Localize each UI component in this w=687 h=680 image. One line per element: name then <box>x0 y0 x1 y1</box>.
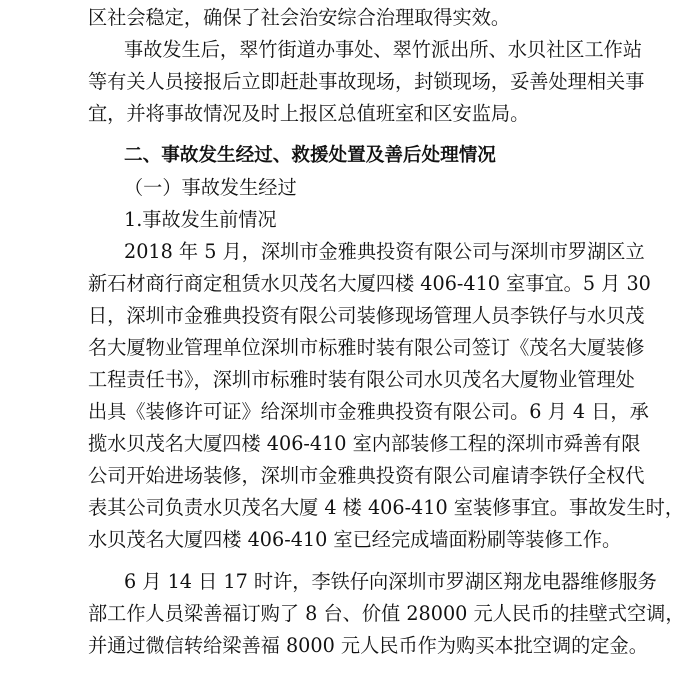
text-line: 水贝茂名大厦四楼 406-410 室已经完成墙面粉刷等装修工作。 <box>88 528 622 551</box>
text-line: 宜，并将事故情况及时上报区总值班室和区安监局。 <box>88 102 530 125</box>
text-line: 日，深圳市金雅典投资有限公司装修现场管理人员李铁仔与水贝茂 <box>88 304 645 327</box>
text-line: 名大厦物业管理单位深圳市标雅时装有限公司签订《茂名大厦装修 <box>88 336 645 359</box>
subsection-heading: （一）事故发生经过 <box>124 176 297 199</box>
text-line: 并通过微信转给梁善福 8000 元人民币作为购买本批空调的定金。 <box>88 634 648 657</box>
text-line: 6 月 14 日 17 时许，李铁仔向深圳市罗湖区翔龙电器维修服务 <box>124 570 657 593</box>
text-line: 公司开始进场装修，深圳市金雅典投资有限公司雇请李铁仔全权代 <box>88 464 645 487</box>
text-line: 2018 年 5 月，深圳市金雅典投资有限公司与深圳市罗湖区立 <box>124 240 645 263</box>
text-line: 新石材商行商定租赁水贝茂名大厦四楼 406-410 室事宜。5 月 30 <box>88 272 651 295</box>
section-heading: 二、事故发生经过、救援处置及善后处理情况 <box>124 145 496 166</box>
subsubsection-heading: 1.事故发生前情况 <box>124 208 277 231</box>
text-line: 工程责任书》，深圳市标雅时装有限公司水贝茂名大厦物业管理处 <box>88 368 635 391</box>
text-line: 出具《装修许可证》给深圳市金雅典投资有限公司。6 月 4 日，承 <box>88 400 649 423</box>
text-line: 部工作人员梁善福订购了 8 台、价值 28000 元人民币的挂壁式空调， <box>88 602 685 625</box>
text-line: 区社会稳定，确保了社会治安综合治理取得实效。 <box>88 6 511 29</box>
text-line: 等有关人员接报后立即赶赴事故现场，封锁现场，妥善处理相关事 <box>88 70 645 93</box>
text-line: 事故发生后，翠竹街道办事处、翠竹派出所、水贝社区工作站 <box>124 38 643 61</box>
text-line: 表其公司负责水贝茂名大厦 4 楼 406-410 室装修事宜。事故发生时， <box>88 496 685 519</box>
text-line: 揽水贝茂名大厦四楼 406-410 室内部装修工程的深圳市舜善有限 <box>88 432 641 455</box>
